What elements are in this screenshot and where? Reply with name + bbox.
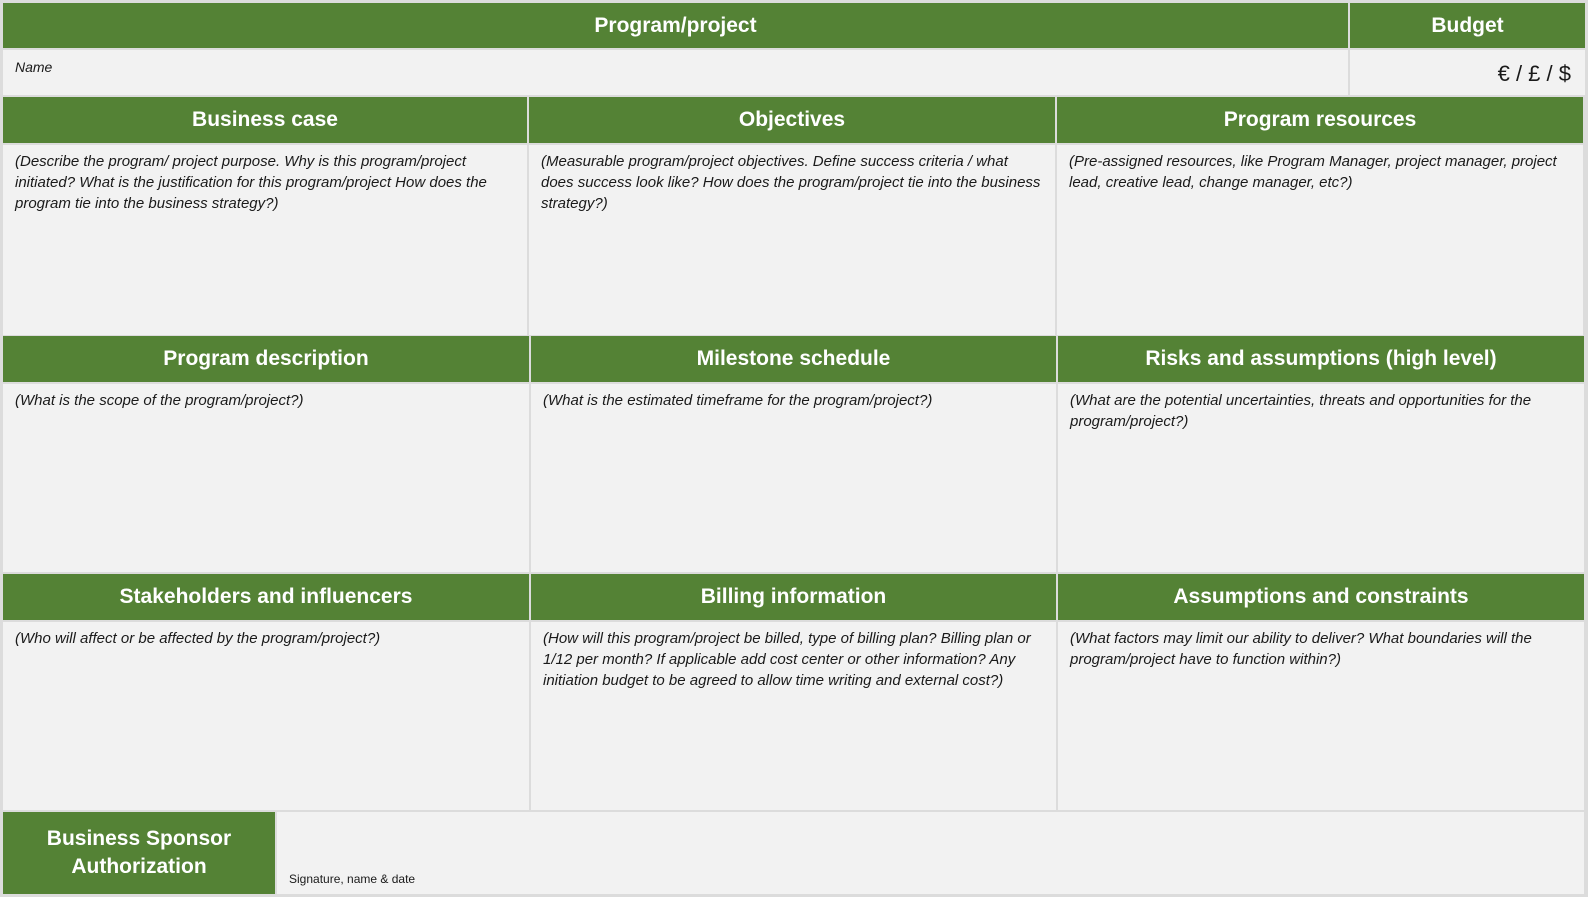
program-project-title: Program/project [594, 13, 757, 37]
section-title: Assumptions and constraints [1173, 585, 1469, 608]
section-title: Program resources [1223, 108, 1417, 131]
section-title: Stakeholders and influencers [119, 585, 413, 608]
assumptions-constraints-header [1058, 574, 1584, 620]
name-label: Name [15, 59, 53, 75]
name-field[interactable] [3, 50, 1348, 95]
section-hint: (What factors may limit our ability to deliver? What boundaries will the program/project have to function within?) [1070, 630, 1532, 668]
program-description-field[interactable] [3, 384, 529, 572]
signature-field[interactable] [277, 812, 1584, 894]
currency-value: € / £ / $ [1497, 60, 1571, 86]
section-hint: (Measurable program/project objectives. Define success criteria / what does success look like? How does the program/project tie into the business strategy?) [541, 153, 1041, 212]
budget-field[interactable] [1350, 50, 1585, 95]
section-hint: (What are the potential uncertainties, threats and opportunities for the program/project?) [1070, 392, 1532, 430]
section-title: Objectives [738, 108, 846, 131]
section-title: Business case [192, 108, 338, 131]
business-case-field[interactable] [3, 145, 527, 335]
sponsor-title-line1: Business Sponsor [46, 827, 232, 850]
section-hint: (How will this program/project be billed, type of billing plan? Billing plan or 1/12 per month? If applicable add cost center or other information? Any initiation budget to be agreed to allow time writing and external cost?) [543, 630, 1031, 689]
program-resources-header [1057, 97, 1583, 143]
section-hint: (What is the scope of the program/project?) [15, 392, 304, 409]
section-hint: (What is the estimated timeframe for the program/project?) [543, 392, 933, 409]
billing-information-header [531, 574, 1056, 620]
section-title: Milestone schedule [696, 347, 891, 370]
program-resources-field[interactable] [1057, 145, 1583, 335]
milestone-schedule-field[interactable] [531, 384, 1056, 572]
signature-label: Signature, name & date [289, 872, 416, 886]
business-sponsor-header [3, 812, 275, 894]
milestone-schedule-header [531, 336, 1056, 382]
risks-assumptions-header [1058, 336, 1584, 382]
business-case-header [3, 97, 527, 143]
objectives-field[interactable] [529, 145, 1055, 335]
budget-header [1350, 3, 1585, 48]
section-title: Risks and assumptions (high level) [1145, 347, 1497, 370]
sponsor-title-line2: Authorization [71, 855, 207, 878]
program-project-header [3, 3, 1348, 48]
stakeholders-header [3, 574, 529, 620]
section-title: Program description [163, 347, 369, 370]
billing-information-field[interactable] [531, 622, 1056, 810]
assumptions-constraints-field[interactable] [1058, 622, 1584, 810]
risks-assumptions-field[interactable] [1058, 384, 1584, 572]
program-description-header [3, 336, 529, 382]
section-hint: (Describe the program/ project purpose. Why is this program/project initiated? What is the justification for this program/project How does the program tie into the business strategy?) [15, 153, 487, 212]
objectives-header [529, 97, 1055, 143]
section-title: Billing information [700, 585, 887, 608]
stakeholders-field[interactable] [3, 622, 529, 810]
budget-title: Budget [1431, 13, 1504, 37]
section-hint: (Who will affect or be affected by the program/project?) [15, 630, 381, 647]
section-hint: (Pre-assigned resources, like Program Manager, project manager, project lead, creative lead, change manager, etc?) [1069, 153, 1557, 191]
